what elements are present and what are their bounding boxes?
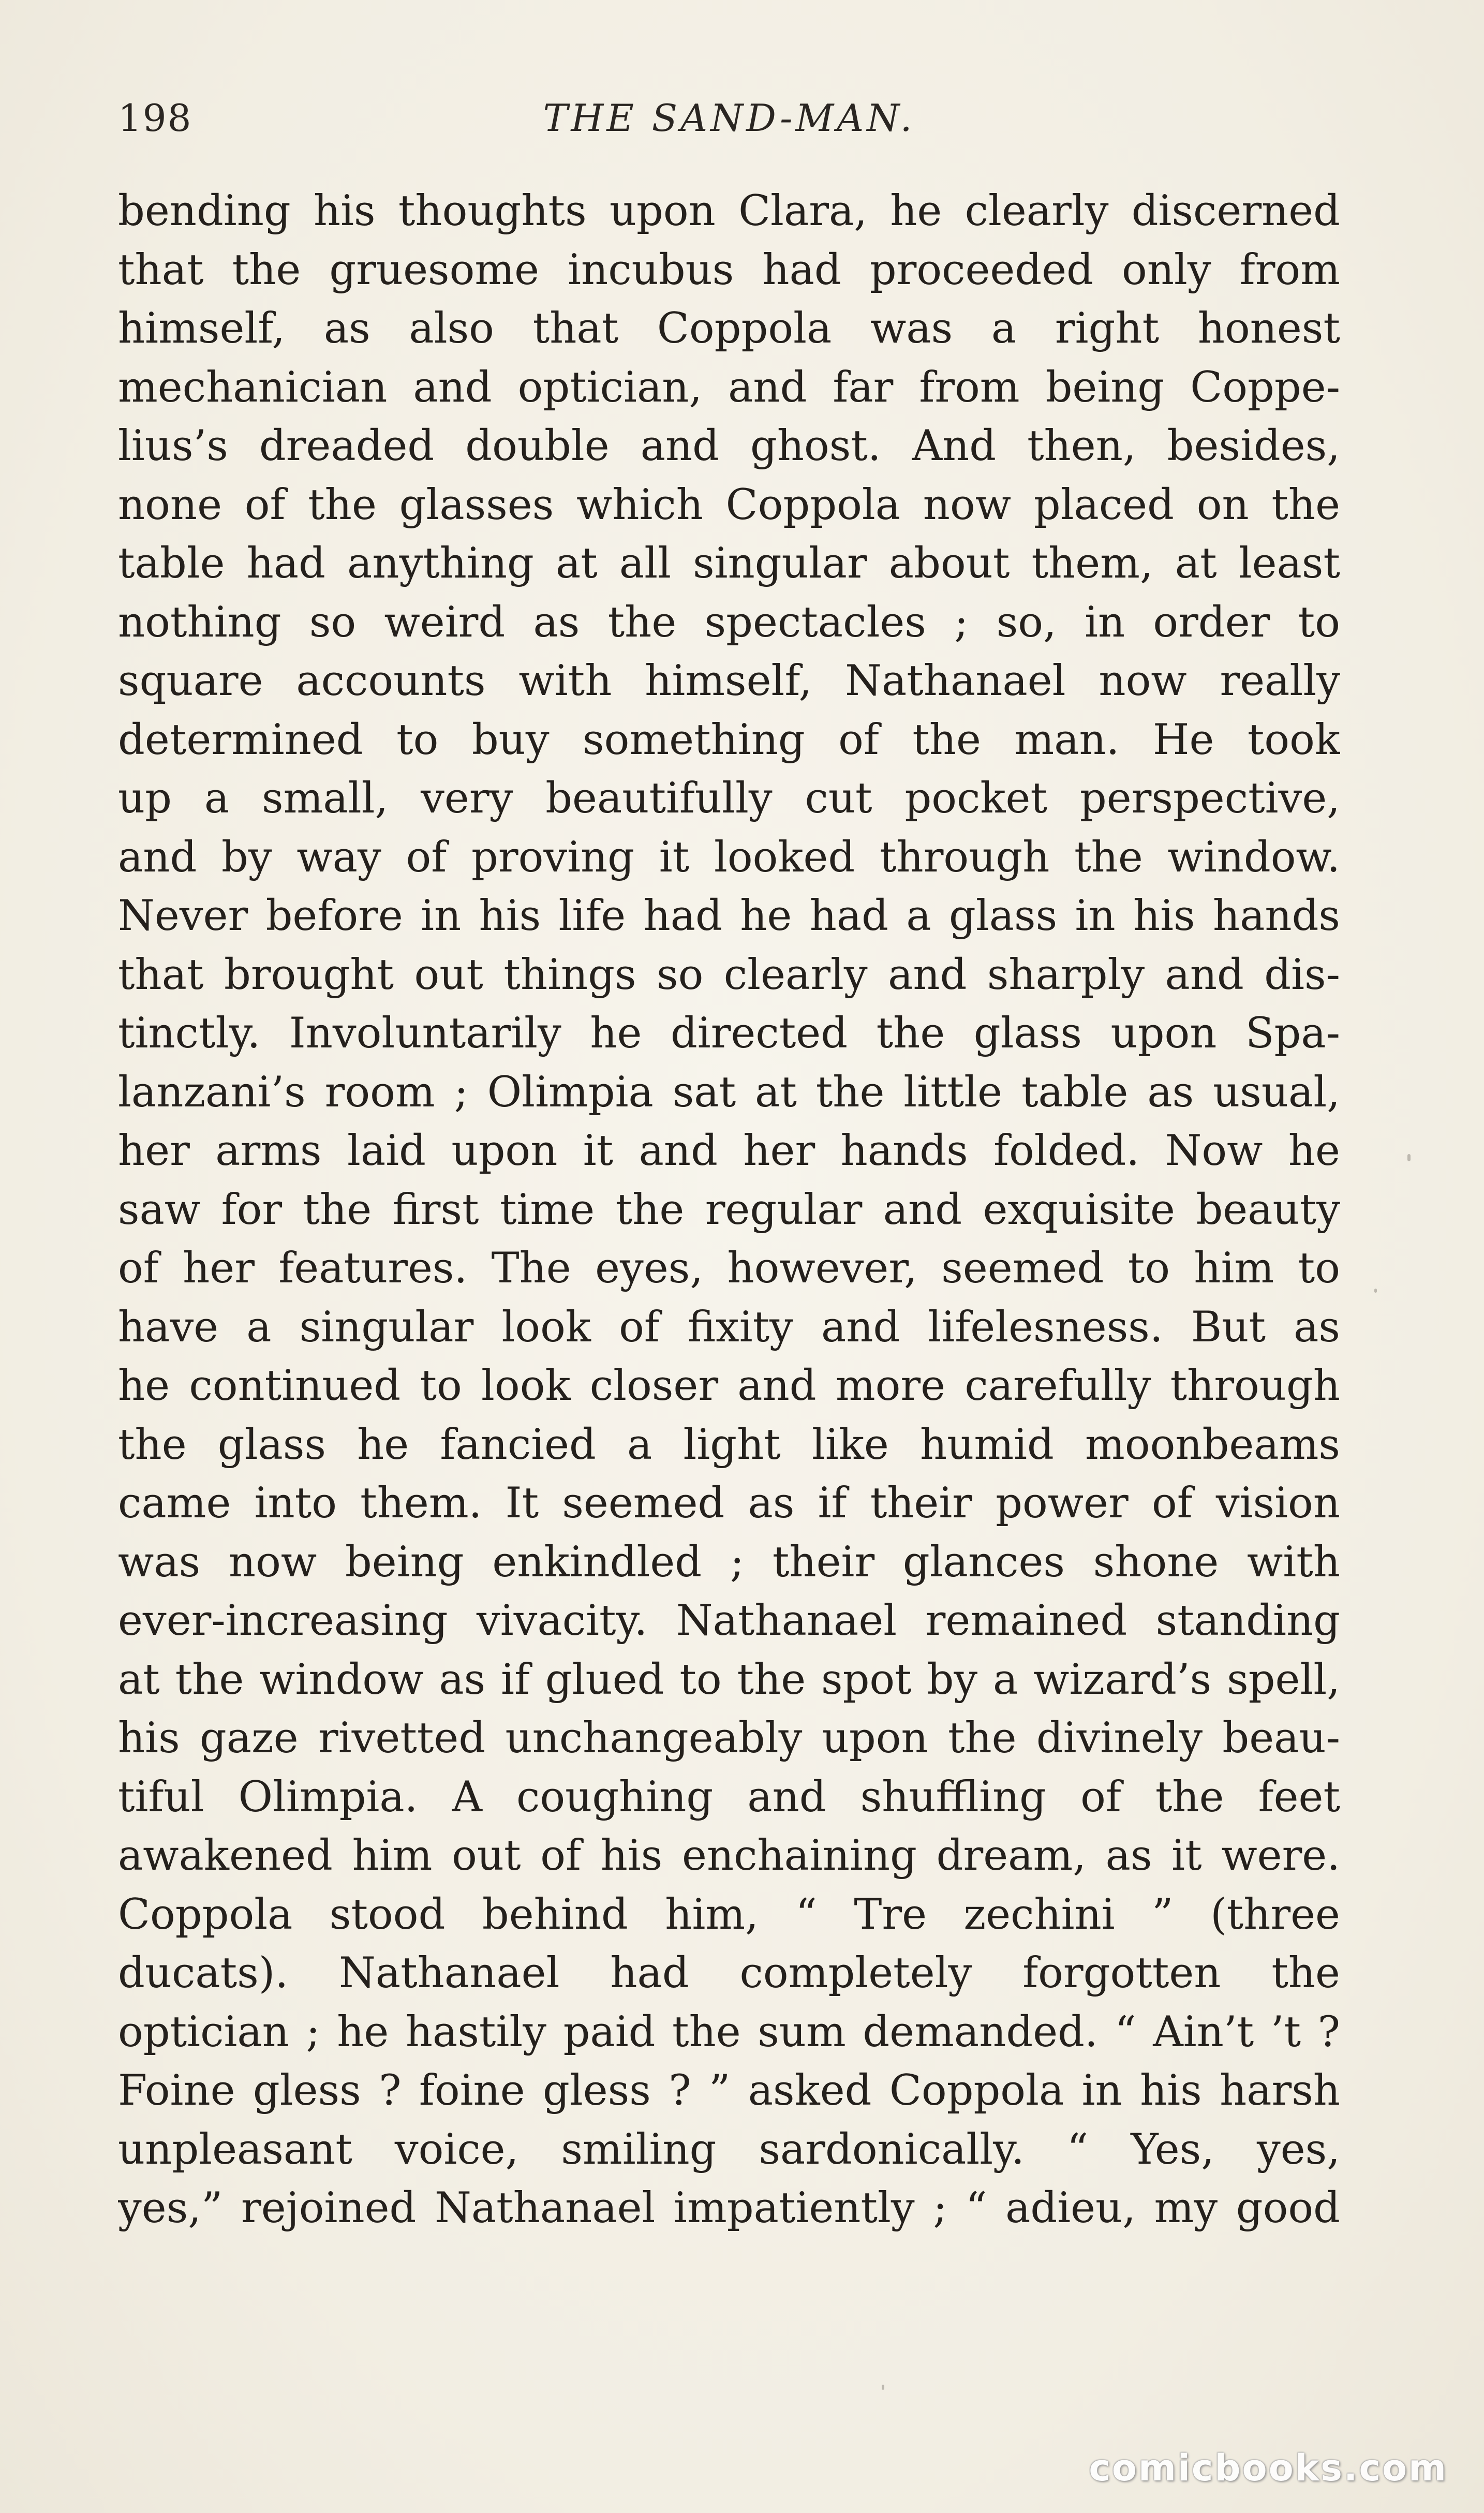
text-line: lius’s dreaded double and ghost. And then, besides, [118, 422, 1340, 470]
text-line: none of the glasses which Coppola now placed on the [118, 480, 1340, 529]
paper-speck [1407, 1154, 1411, 1161]
text-line: up a small, very beautifully cut pocket perspective, [118, 774, 1340, 823]
text-line: have a singular look of fixity and lifelesness. But as [118, 1303, 1340, 1352]
text-line: that brought out things so clearly and sharply and dis- [118, 950, 1340, 999]
watermark-logo: comicbooks.com [1089, 2447, 1448, 2489]
text-line: at the window as if glued to the spot by a wizard’s spell, [118, 1655, 1340, 1704]
text-line: ever-increasing vivacity. Nathanael remained standing [118, 1597, 1340, 1645]
text-line: unpleasant voice, smiling sardonically. “ Yes, yes, [118, 2125, 1340, 2174]
text-line: that the gruesome incubus had proceeded only from [118, 245, 1340, 294]
text-line: and by way of proving it looked through the window. [118, 833, 1340, 882]
text-line: table had anything at all singular about them, at least [118, 539, 1340, 588]
text-line: of her features. The eyes, however, seemed to him to [118, 1244, 1340, 1293]
text-line: her arms laid upon it and her hands folded. Now he [118, 1127, 1340, 1175]
text-line: was now being enkindled ; their glances shone with [118, 1538, 1340, 1587]
text-line: lanzani’s room ; Olimpia sat at the little table as usual, [118, 1068, 1340, 1117]
text-line: tinctly. Involuntarily he directed the glass upon Spa- [118, 1009, 1340, 1058]
text-line: ducats). Nathanael had completely forgotten the [118, 1949, 1340, 1998]
text-line: came into them. It seemed as if their power of vision [118, 1479, 1340, 1528]
page-number: 198 [118, 96, 192, 140]
text-line: Never before in his life had he had a glass in his hands [118, 892, 1340, 940]
running-title: THE SAND-MAN. [543, 96, 915, 140]
text-line: Foine gless ? foine gless ? ” asked Coppola in his harsh [118, 2066, 1340, 2115]
text-line: he continued to look closer and more carefully through [118, 1362, 1340, 1410]
text-line: the glass he fancied a light like humid moonbeams [118, 1420, 1340, 1469]
text-line: nothing so weird as the spectacles ; so, in order to [118, 598, 1340, 647]
paper-speck [882, 2385, 884, 2390]
text-line: optician ; he hastily paid the sum demanded. “ Ain’t ’t ? [118, 2007, 1340, 2057]
body-text [118, 182, 1340, 2238]
text-line: his gaze rivetted unchangeably upon the divinely beau- [118, 1714, 1340, 1763]
text-line: square accounts with himself, Nathanael now really [118, 657, 1340, 705]
page-header [118, 87, 1340, 149]
text-line: Coppola stood behind him, “ Tre zechini ” (three [118, 1890, 1340, 1939]
text-line: awakened him out of his enchaining dream, as it were. [118, 1831, 1340, 1880]
text-line: determined to buy something of the man. He took [118, 715, 1340, 764]
text-line: bending his thoughts upon Clara, he clearly discerned [118, 187, 1340, 235]
text-line: mechanician and optician, and far from being Coppe- [118, 363, 1340, 412]
text-line: himself, as also that Coppola was a right honest [118, 304, 1340, 353]
text-line: tiful Olimpia. A coughing and shuffling of the feet [118, 1772, 1340, 1822]
text-line: saw for the first time the regular and exquisite beauty [118, 1185, 1340, 1234]
text-line: yes,” rejoined Nathanael impatiently ; “ adieu, my good [118, 2184, 1340, 2233]
paper-speck [1374, 1289, 1377, 1293]
